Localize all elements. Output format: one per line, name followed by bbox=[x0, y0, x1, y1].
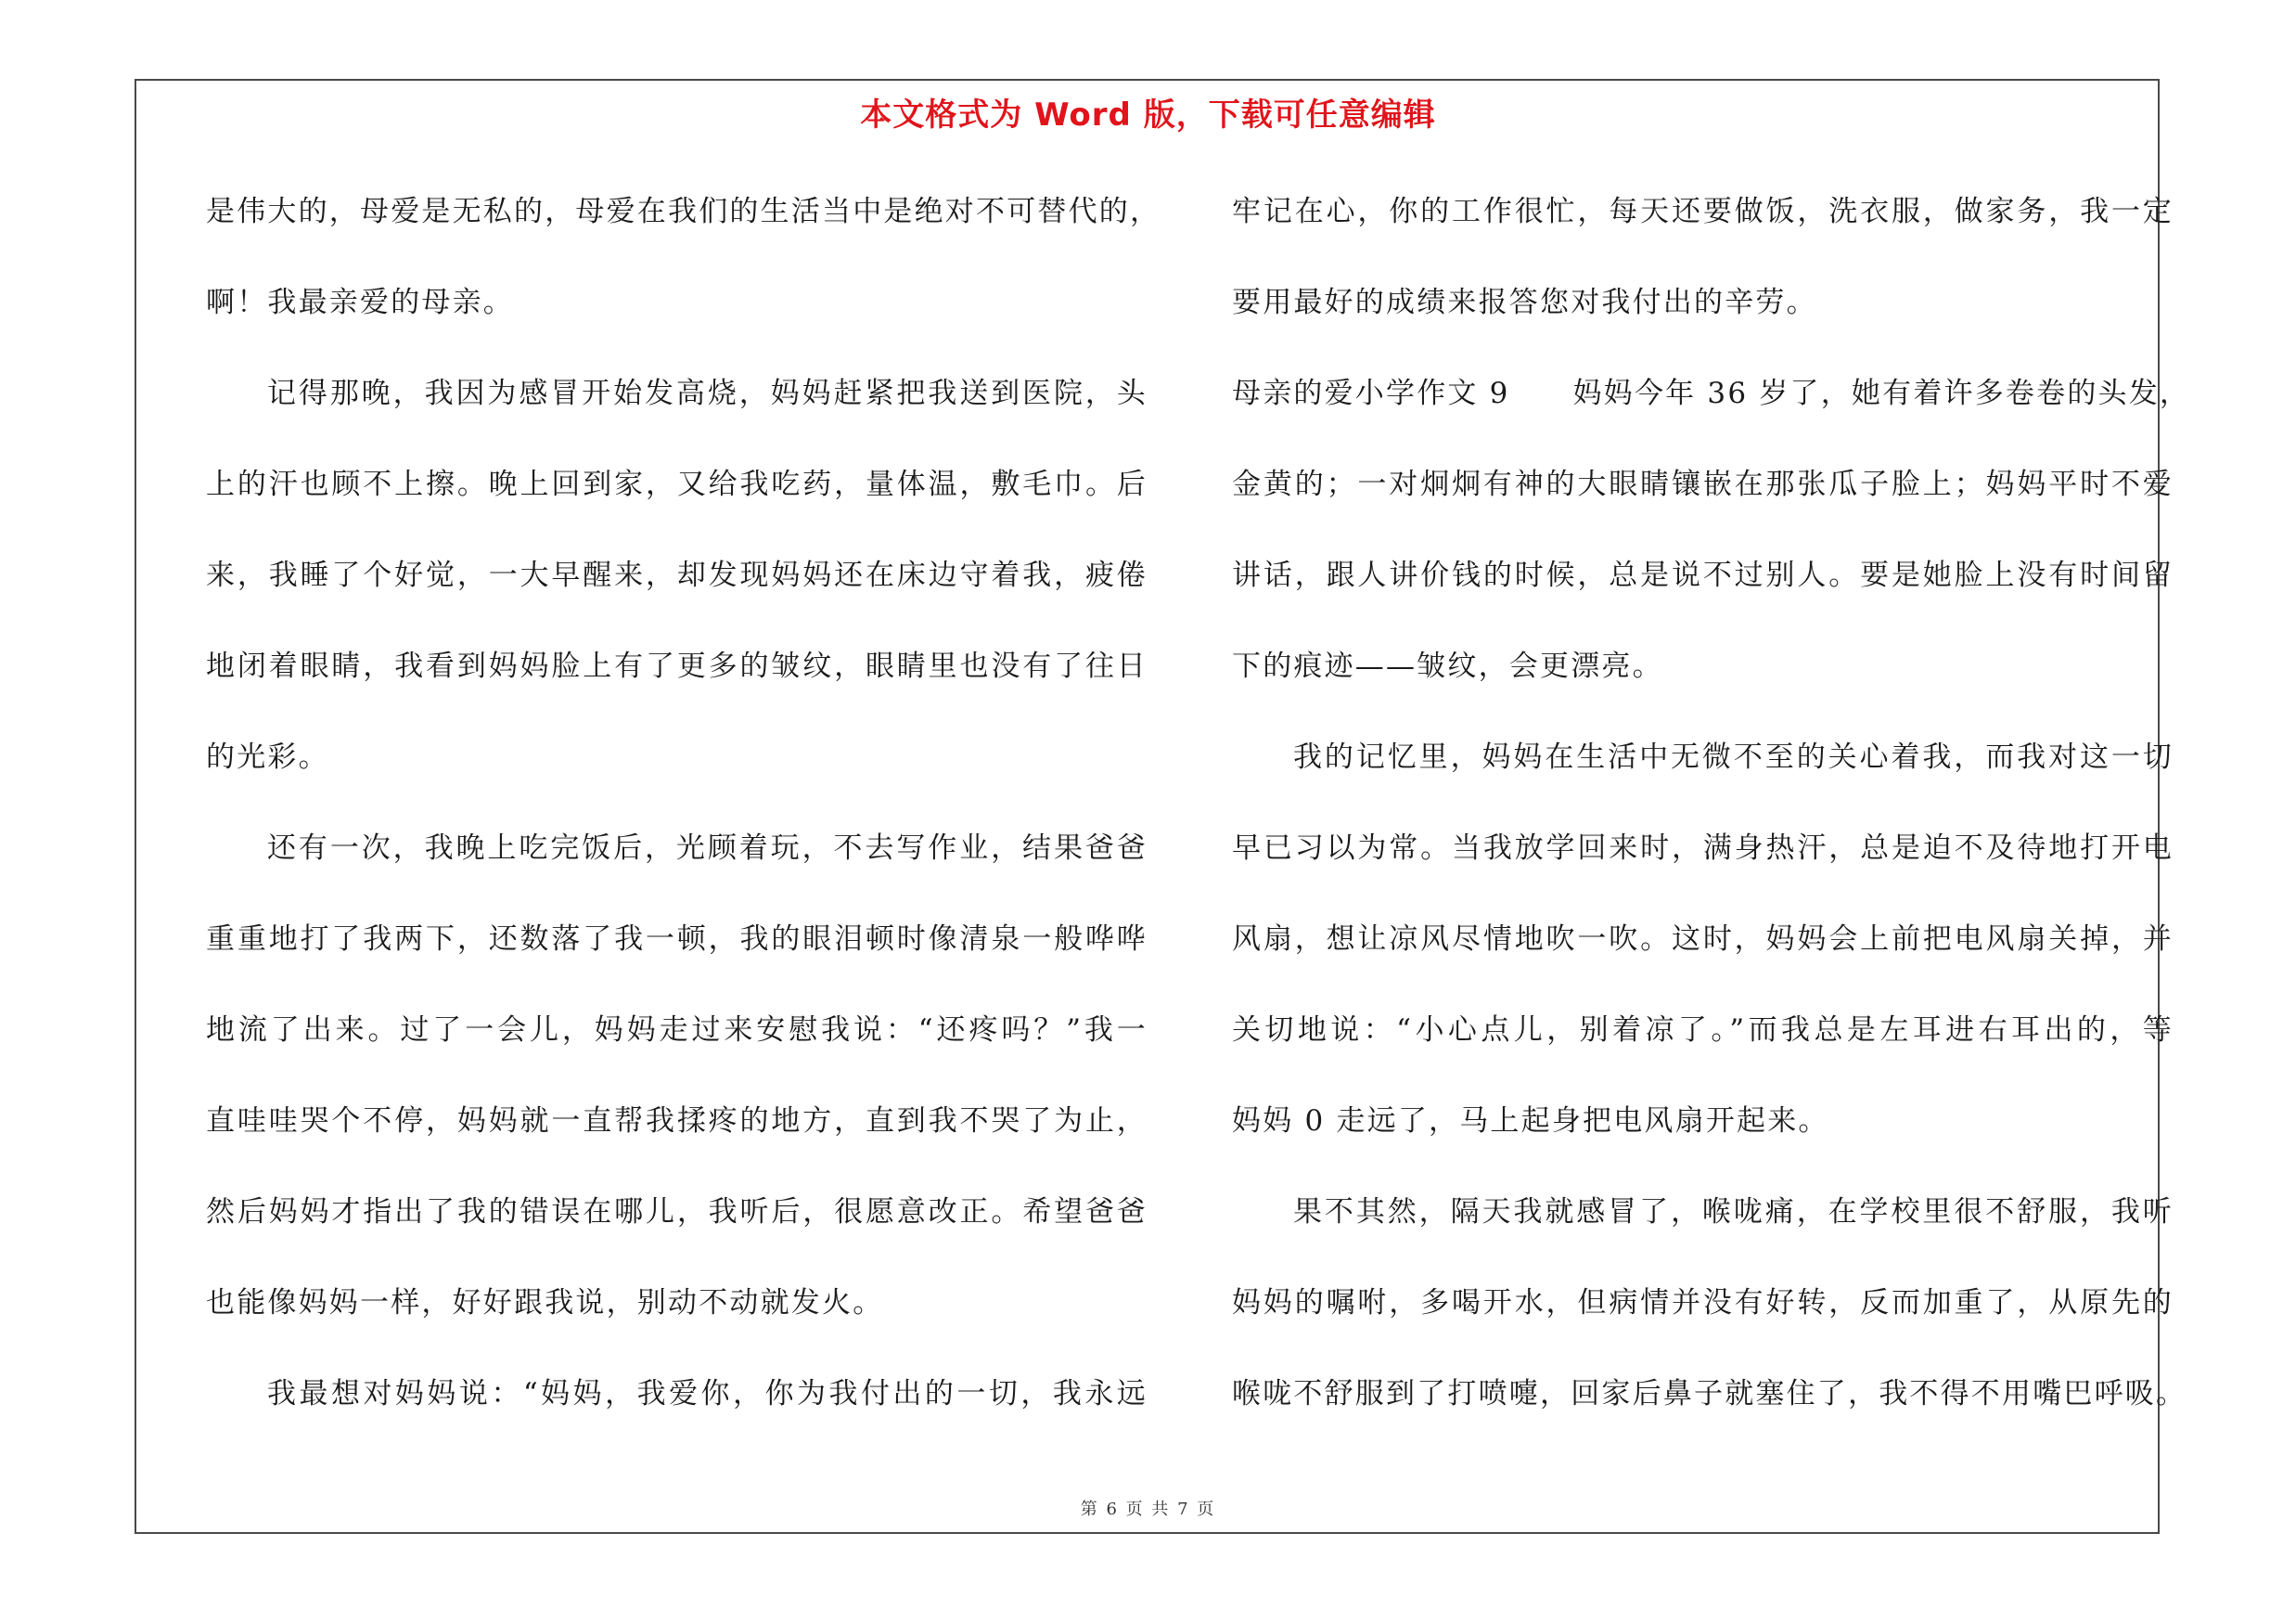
text-line: 直哇哇哭个不停，妈妈就一直帮我揉疼的地方，直到我不哭了为止， bbox=[206, 1104, 1148, 1138]
text-line: 牢记在心，你的工作很忙，每天还要做饭，洗衣服，做家务，我一定 bbox=[1232, 195, 2174, 228]
paragraph-start-line: 果不其然，隔天我就感冒了，喉咙痛，在学校里很不舒服，我听 bbox=[1293, 1195, 2174, 1229]
text-line: 上的汗也顾不上擦。晚上回到家，又给我吃药，量体温，敷毛巾。后 bbox=[206, 468, 1148, 501]
text-line: 也能像妈妈一样，好好跟我说，别动不动就发火。 bbox=[206, 1286, 884, 1320]
text-line: 地闭着眼睛，我看到妈妈脸上有了更多的皱纹，眼睛里也没有了往日 bbox=[206, 650, 1148, 683]
text-line: 风扇，想让凉风尽情地吹一吹。这时，妈妈会上前把电风扇关掉，并 bbox=[1232, 922, 2174, 956]
text-line: 喉咙不舒服到了打喷嚏，回家后鼻子就塞住了，我不得不用嘴巴呼吸。 bbox=[1232, 1377, 2187, 1410]
right-text-column bbox=[1232, 183, 2191, 1456]
paragraph-start-line: 我的记忆里，妈妈在生活中无微不至的关心着我，而我对这一切 bbox=[1293, 741, 2174, 774]
text-line: 是伟大的，母爱是无私的，母爱在我们的生活当中是绝对不可替代的， bbox=[206, 195, 1161, 228]
text-line: 妈妈的嘱咐，多喝开水，但病情并没有好转，反而加重了，从原先的 bbox=[1232, 1286, 2174, 1320]
text-line: 金黄的；一对炯炯有神的大眼睛镶嵌在那张瓜子脸上；妈妈平时不爱 bbox=[1232, 468, 2174, 501]
text-line: 妈妈 0 走远了，马上起身把电风扇开起来。 bbox=[1232, 1104, 1829, 1138]
text-line: 早已习以为常。当我放学回来时，满身热汗，总是迫不及待地打开电 bbox=[1232, 831, 2174, 865]
paragraph-start-line: 记得那晚，我因为感冒开始发高烧，妈妈赶紧把我送到医院，头 bbox=[267, 377, 1148, 410]
text-line: 然后妈妈才指出了我的错误在哪儿，我听后，很愿意改正。希望爸爸 bbox=[206, 1195, 1148, 1229]
text-line: 重重地打了我两下，还数落了我一顿，我的眼泪顿时像清泉一般哗哗 bbox=[206, 922, 1148, 956]
paragraph-start-line: 我最想对妈妈说：“妈妈，我爱你，你为我付出的一切，我永远 bbox=[267, 1377, 1148, 1410]
text-line: 啊！我最亲爱的母亲。 bbox=[206, 286, 514, 319]
word-format-banner: 本文格式为 Word 版，下载可任意编辑 bbox=[860, 97, 1436, 134]
text-line: 的光彩。 bbox=[206, 741, 329, 774]
section-first-sentence: 妈妈今年 36 岁了，她有着许多卷卷的头发， bbox=[1572, 377, 2191, 410]
text-line: 讲话，跟人讲价钱的时候，总是说不过别人。要是她脸上没有时间留 bbox=[1232, 559, 2174, 592]
text-line: 来，我睡了个好觉，一大早醒来，却发现妈妈还在床边守着我，疲倦 bbox=[206, 559, 1148, 592]
text-line: 下的痕迹——皱纹，会更漂亮。 bbox=[1232, 650, 1663, 683]
text-line: 关切地说：“小心点儿，别着凉了。”而我总是左耳进右耳出的，等 bbox=[1232, 1013, 2174, 1047]
left-text-column bbox=[206, 183, 1161, 1456]
page-number: 第 6 页 共 7 页 bbox=[1080, 1500, 1216, 1519]
paragraph-start-line: 还有一次，我晚上吃完饭后，光顾着玩，不去写作业，结果爸爸 bbox=[267, 831, 1148, 865]
section-title-line bbox=[1232, 365, 2191, 456]
text-line: 要用最好的成绩来报答您对我付出的辛劳。 bbox=[1232, 286, 1817, 319]
section-title: 母亲的爱小学作文 9 bbox=[1232, 377, 1510, 410]
text-line: 地流了出来。过了一会儿，妈妈走过来安慰我说：“还疼吗？”我一 bbox=[206, 1013, 1148, 1047]
